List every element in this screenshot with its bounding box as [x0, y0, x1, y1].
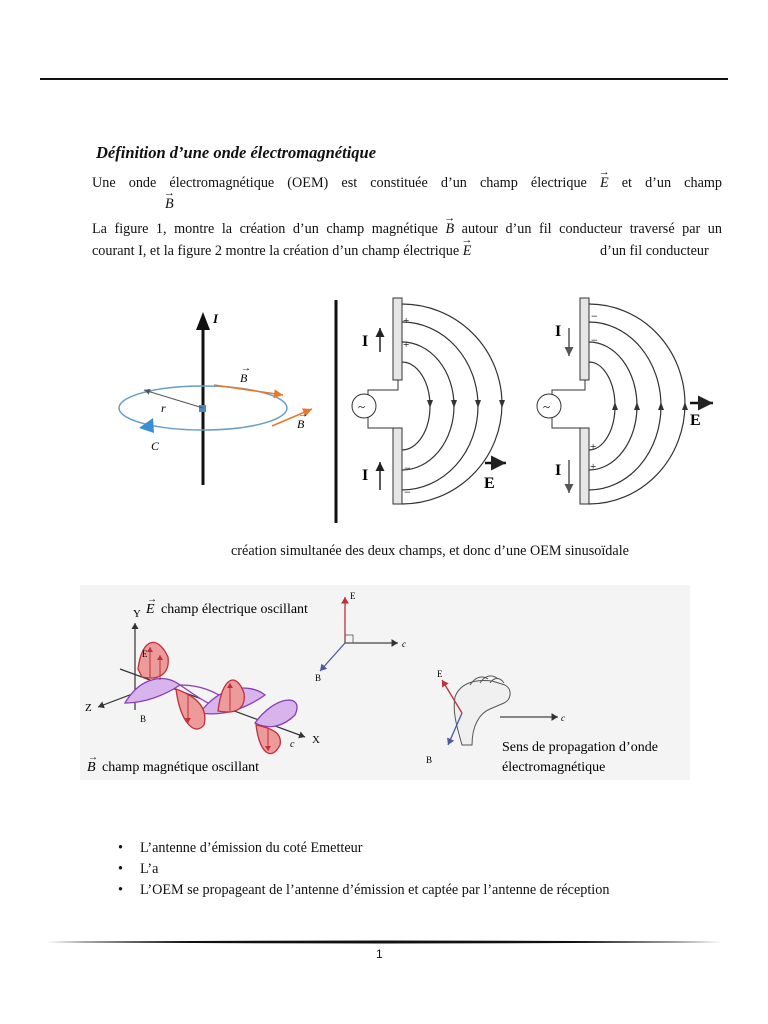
field-direction-icons [427, 400, 505, 408]
b-symbol: B [87, 760, 96, 775]
paragraph-1-continuation [165, 193, 174, 215]
header-rule [40, 78, 728, 80]
current-label-top: I [555, 323, 562, 340]
charge-plus-2: + [403, 339, 410, 351]
bullet-icon: • [118, 882, 123, 898]
charge-plus-1: + [590, 441, 597, 453]
em-wave-figure [80, 585, 690, 780]
c-label: c [290, 739, 295, 750]
paragraph-2-text-c: courant I, et la figure 2 montre la création d’un champ électrique [92, 243, 460, 259]
vector-e-symbol: → E [600, 172, 609, 194]
y-axis-label: Y [133, 608, 141, 620]
vector-arrow-glyph: → [298, 409, 308, 420]
bullet-icon: • [118, 840, 123, 856]
list-item-text: L’antenne d’émission du coté Emetteur [140, 840, 363, 856]
contour-direction-icon [139, 418, 154, 433]
current-label-top: I [362, 333, 369, 350]
charge-plus-2: + [590, 461, 597, 473]
field-label-right: B [297, 417, 305, 431]
paragraph-2-line-1 [92, 218, 722, 240]
field-arrow-top [214, 385, 283, 395]
current-label-bottom: I [362, 467, 369, 484]
list-item [118, 882, 609, 899]
radius-line [144, 390, 203, 408]
field-direction-icons [612, 402, 688, 410]
paragraph-1 [92, 172, 722, 194]
field-lines [402, 304, 502, 504]
bullet-icon: • [118, 861, 123, 877]
hand-b-label: B [426, 755, 433, 765]
radius-label: r [161, 401, 166, 415]
caption: création simultanée des deux champs, et donc d’une OEM sinusoïdale [231, 543, 629, 559]
propagation-caption-line-2: électromagnétique [502, 760, 606, 775]
paragraph-1-text-b: et d’un champ [608, 175, 723, 191]
e-field-label: E [690, 412, 701, 429]
antenna-bottom [580, 428, 589, 504]
paragraph-2-line-2 [92, 240, 471, 262]
list-item [118, 840, 362, 857]
current-label: I [213, 311, 219, 326]
b-field-caption: champ magnétique oscillant [102, 760, 260, 775]
ac-source-symbol: ~ [358, 399, 366, 414]
e-vector-label: E [142, 649, 148, 659]
figure-2b-electric-field [537, 298, 713, 504]
page-number: 1 [376, 947, 383, 961]
antenna-bottom [393, 428, 402, 504]
x-axis-label: X [312, 734, 320, 746]
charge-minus-2: − [404, 485, 411, 499]
contour-label: C [151, 439, 160, 453]
e-field-label: E [484, 475, 495, 492]
hand-c-label: c [561, 713, 565, 723]
wire-crossing-marker [199, 405, 206, 412]
charge-minus-2: − [591, 333, 598, 347]
charge-minus-1: − [404, 461, 411, 475]
charge-minus-1: − [591, 309, 598, 323]
vector-arrow-glyph: → [147, 594, 157, 605]
list-item-text: L’OEM se propageant de l’antenne d’émission et captée par l’antenne de réception [140, 882, 610, 898]
trihedron-c-label: c [402, 639, 406, 649]
list-item-text: L’a [140, 861, 159, 877]
charge-plus-1: + [403, 315, 410, 327]
vector-b-symbol: → B [445, 218, 454, 240]
trihedron-e-label: E [350, 591, 356, 601]
current-label-bottom: I [555, 462, 562, 479]
section-heading: Définition d’une onde électromagnétique [96, 143, 377, 162]
b-vector-label: B [140, 714, 147, 724]
figure-2a-electric-field [352, 298, 506, 504]
figures-1-2 [0, 290, 768, 530]
hand-e-label: E [437, 669, 443, 679]
footer-rule [46, 940, 722, 944]
paragraph-2-text-b: autour d’un fil conducteur traversé par un [454, 221, 722, 237]
antenna-top [580, 298, 589, 380]
vector-arrow-glyph: → [88, 752, 98, 763]
paragraph-2-text-a: La figure 1, montre la création d’un champ magnétique [92, 221, 438, 237]
propagation-caption-line-1: Sens de propagation d’onde [502, 740, 658, 755]
paragraph-1-text-a: Une onde électromagnétique (OEM) est constituée d’un champ électrique [92, 175, 587, 191]
field-label-top: B [240, 371, 248, 385]
trihedron-b-label: B [315, 673, 322, 683]
list-item [118, 861, 158, 878]
vector-e-symbol: → E [463, 240, 472, 262]
paragraph-2-line-2-end: d’un fil conducteur [600, 243, 709, 259]
vector-b-symbol: → B [165, 193, 174, 215]
e-symbol: E [146, 602, 155, 617]
antenna-top [393, 298, 402, 380]
current-arrow-icon [196, 312, 210, 330]
ac-source-symbol: ~ [543, 399, 551, 414]
figure-1-magnetic-field [119, 311, 312, 485]
z-axis-label: Z [85, 702, 92, 714]
e-field-caption: champ électrique oscillant [161, 602, 308, 617]
vector-arrow-glyph: → [241, 363, 251, 374]
